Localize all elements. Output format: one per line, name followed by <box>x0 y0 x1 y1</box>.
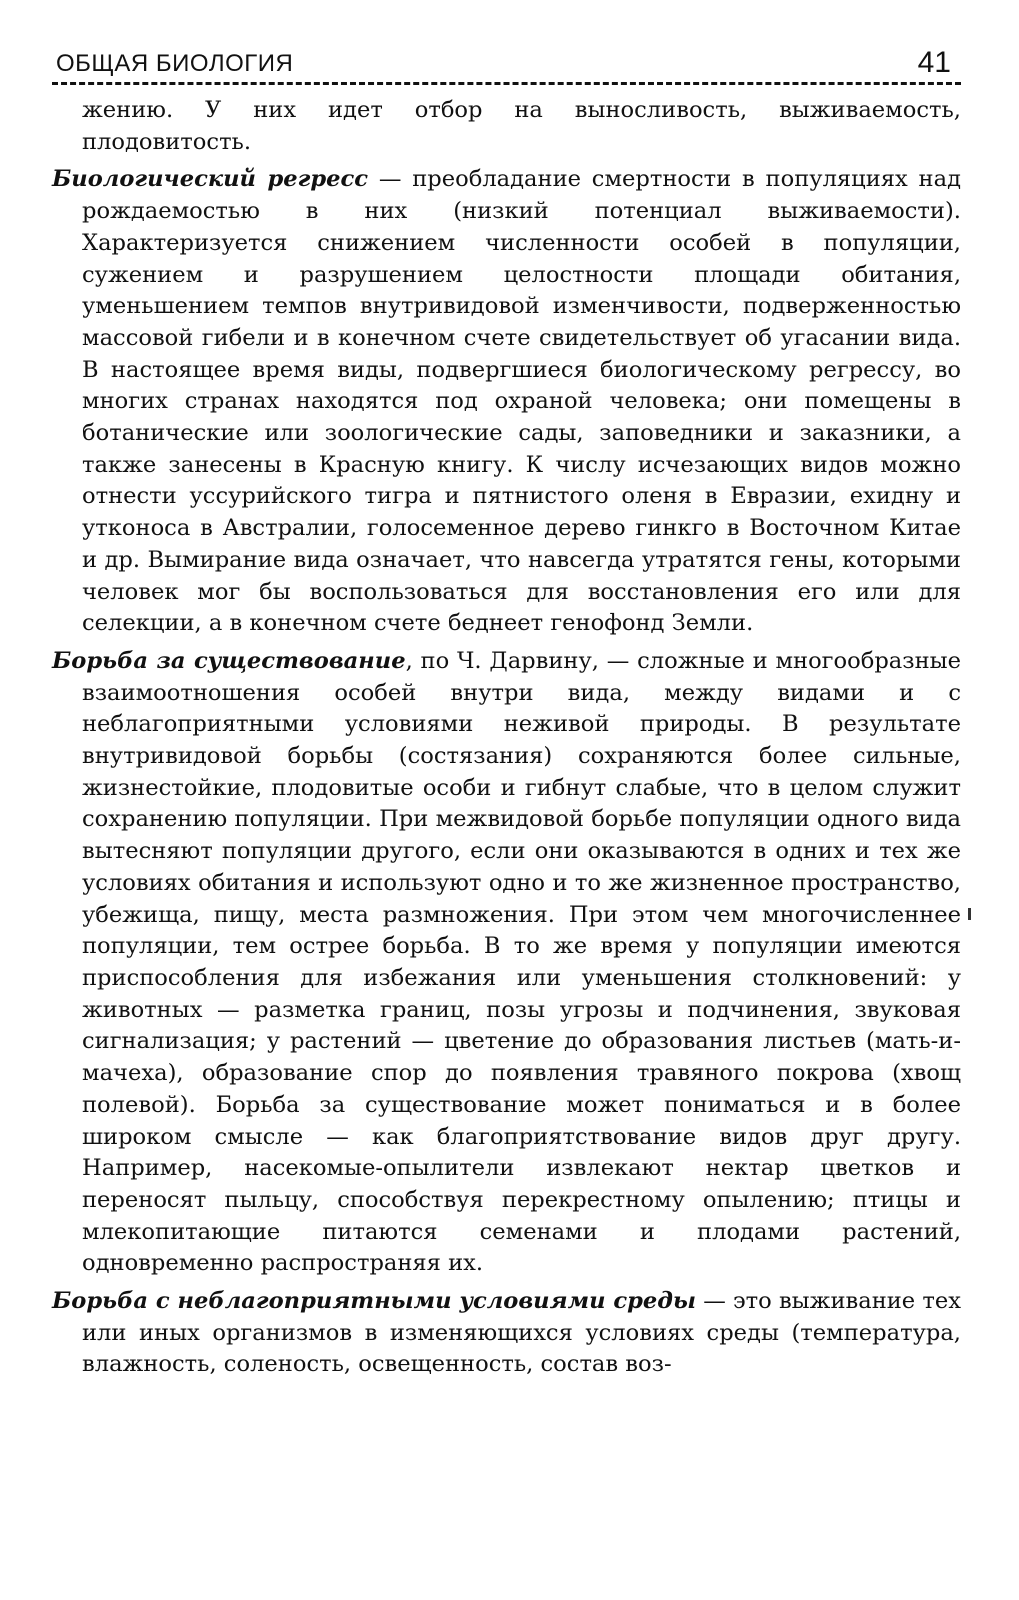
entry-definition: — это выживание тех или иных организмов в изменяющихся условиях среды (температура, влажность, соленость, освещенность, состав воз- <box>82 1288 961 1378</box>
entry-term: Борьба за существование <box>52 647 406 674</box>
continuation-paragraph: жению. У них идет отбор на выносливость, выживаемость, плодовитость. <box>82 97 961 155</box>
entry-term: Борьба с неблагоприятными условиями среды <box>52 1288 697 1315</box>
glossary-entry-struggle-with-conditions <box>52 1286 961 1381</box>
glossary-entry-struggle-for-existence <box>52 646 961 1280</box>
scan-speck <box>968 908 971 920</box>
section-title: ОБЩАЯ БИОЛОГИЯ <box>56 50 294 77</box>
entry-definition: , по Ч. Дарвину, — сложные и многообразные взаимоотношения особей внутри вида, между видами и с неблагоприятными условиями неживой природы. В результате внутривидовой борьбы (состязания) сохраняются более сильные, жизнестойкие, плодовитые особи и гибнут слабые, что в целом служит сохранению популяции. При межвидовой борьбе популяции одного вида вытесняют популяции другого, если они оказываются в одних и тех же условиях обитания и используют одно и то же жизненное пространство, убежища, пищу, места размножения. При этом чем многочисленнее популяции, тем острее борьба. В то же время у популяции имеются приспособления для избежания или уменьшения столкновений: у животных — разметка границ, позы угрозы и подчинения, звуковая сигнализация; у растений — цветение до образования листьев (мать-и-мачеха), образование спор до появления травяного покрова (хвощ полевой). Борьба за существование может пониматься и в более широком смысле — как благоприятствование видов друг другу. Например, насекомые-опылители извлекают нектар цветков и переносят пыльцу, способствуя перекрестному опылению; птицы и млекопитающие питаются семенами и плодами растений, одновременно распространяя их. <box>82 647 961 1277</box>
running-header <box>52 38 961 85</box>
page-number: 41 <box>917 46 951 79</box>
glossary-entry-biological-regress <box>52 164 961 640</box>
page-body <box>52 95 961 1381</box>
entry-definition: — преобладание смертности в популяциях над рождаемостью в них (низкий потенциал выживаемости). Характеризуется снижением численности особей в популяции, сужением и разрушением целостности площади обитания, уменьшением темпов внутривидовой изменчивости, подверженностью массовой гибели и в конечном счете свидетельствует об угасании вида. В настоящее время виды, подвергшиеся биологическому регрессу, во многих странах находятся под охраной человека; они помещены в ботанические или зоологические сады, заповедники и заказники, а также занесены в Красную книгу. К числу исчезающих видов можно отнести уссурийского тигра и пятнистого оленя в Евразии, ехидну и утконоса в Австралии, голосеменное дерево гинкго в Восточном Китае и др. Вымирание вида означает, что навсегда утратятся гены, которыми человек мог бы воспользоваться для восстановления его или для селекции, а в конечном счете беднеет генофонд Земли. <box>82 166 961 637</box>
entry-term: Биологический регресс <box>52 166 369 193</box>
